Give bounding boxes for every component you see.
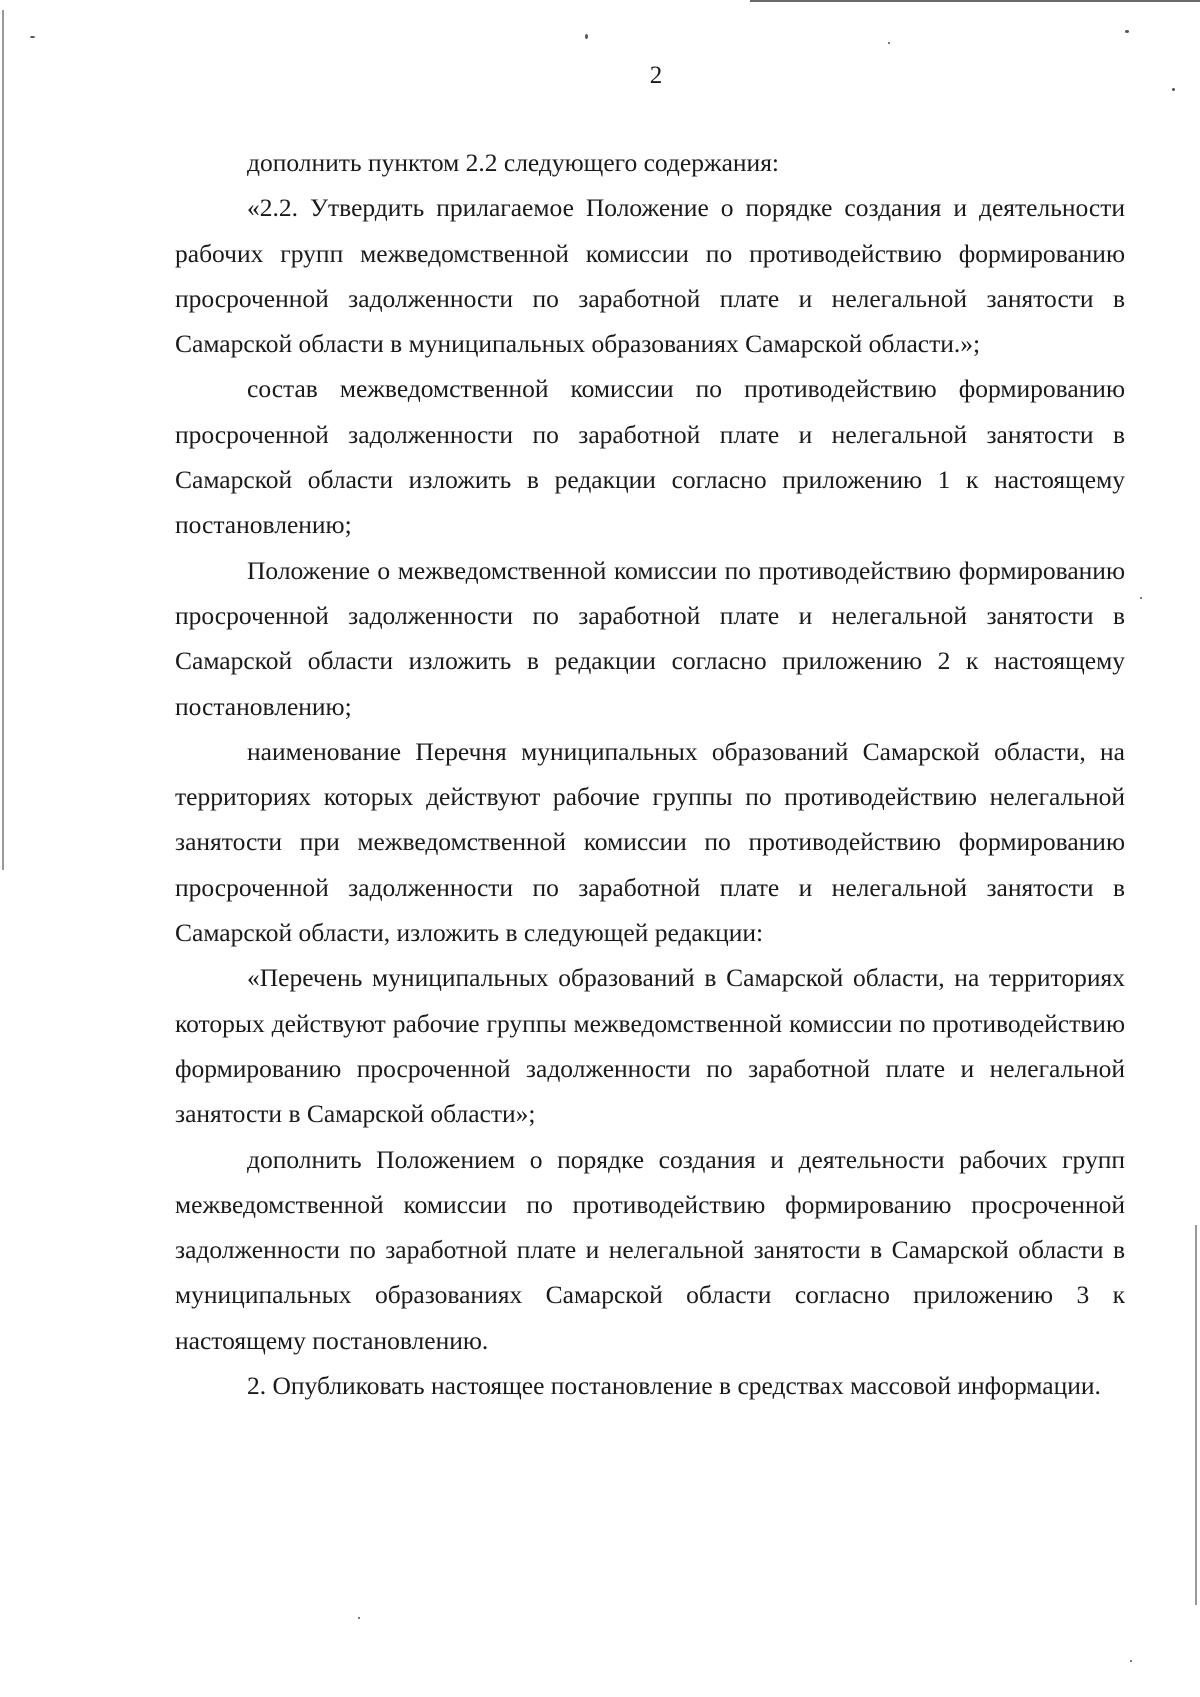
scan-speck xyxy=(1140,597,1142,599)
paragraph-7: дополнить Положением о порядке создания и деятельности рабочих групп межведомственной комиссии по противодействию формированию просроченной задолженности по заработной плате и нелегальной занятости в Самарской области в муниципальных образованиях Самарской области согласно приложению 3 к настоящему постановлению. xyxy=(175,1144,1125,1355)
scan-edge-left xyxy=(2,10,4,870)
paragraph-8: 2. Опубликовать настоящее постановление в средствах массовой информации. xyxy=(247,1371,1101,1401)
paragraph-2: «2.2. Утвердить прилагаемое Положение о порядке создания и деятельности рабочих групп межведомственной комиссии по противодействию формированию просроченной задолженности по заработной плате и нелегальной занятости в Самарской области в муниципальных образованиях Самарской области.»; xyxy=(175,193,1125,359)
page-number: 2 xyxy=(649,62,663,89)
scan-speck xyxy=(1130,1660,1132,1662)
scan-speck xyxy=(888,42,890,44)
paragraph-5: наименование Перечня муниципальных образований Самарской области, на территориях которых действуют рабочие группы по противодействию нелегальной занятости при межведомственной комиссии по противодействию формированию просроченной задолженности по заработной плате и нелегальной занятости в Самарской области, изложить в следующей редакции: xyxy=(175,736,1125,948)
paragraph-1: дополнить пунктом 2.2 следующего содержания: xyxy=(247,148,780,177)
scan-speck xyxy=(30,36,35,38)
scan-speck xyxy=(1125,30,1129,33)
document-body xyxy=(175,140,1125,1408)
scan-speck xyxy=(585,34,588,39)
scan-edge-top xyxy=(750,0,1200,2)
scan-edge-right xyxy=(1195,1225,1197,1605)
paragraph-3: состав межведомственной комиссии по противодействию формированию просроченной задолженности по заработной плате и нелегальной занятости в Самарской области изложить в редакции согласно приложению 1 к настоящему постановлению; xyxy=(175,374,1125,540)
scan-speck xyxy=(358,1617,360,1619)
paragraph-4: Положение о межведомственной комиссии по противодействию формированию просроченной задолженности по заработной плате и нелегальной занятости в Самарской области изложить в редакции согласно приложению 2 к настоящему постановлению; xyxy=(175,555,1125,721)
paragraph-6: «Перечень муниципальных образований в Самарской области, на территориях которых действуют рабочие группы межведомственной комиссии по противодействию формированию просроченной задолженности по заработной плате и нелегальной занятости в Самарской области»; xyxy=(175,963,1125,1129)
